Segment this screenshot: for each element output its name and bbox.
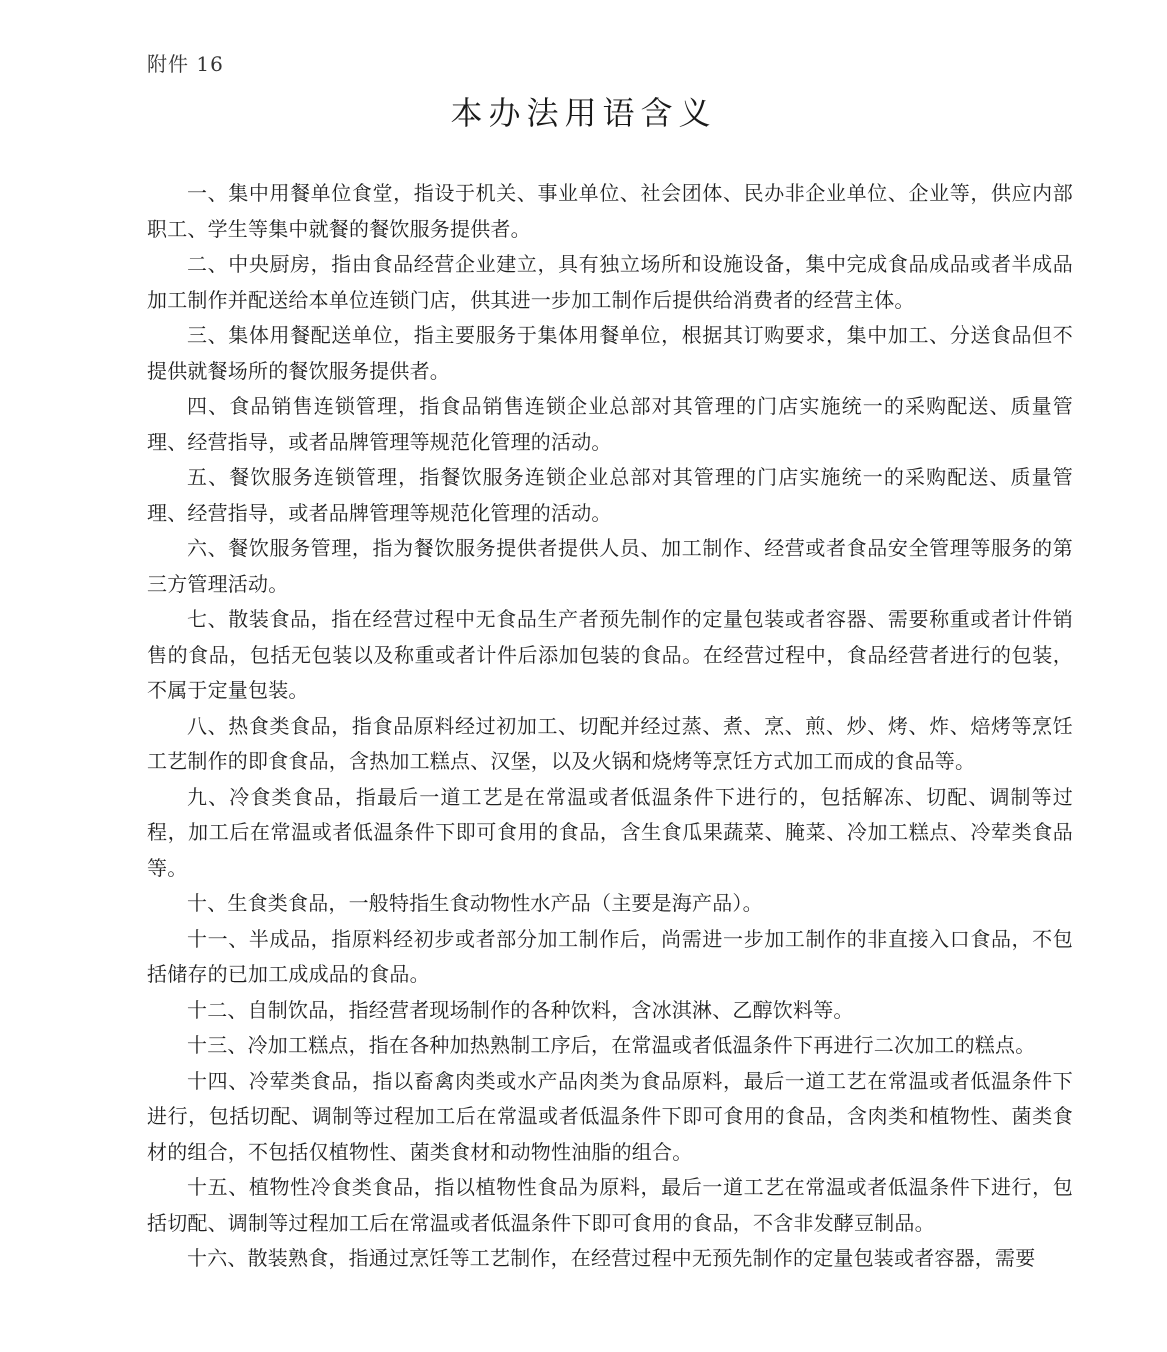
paragraph-8: 八、热食类食品，指食品原料经过初加工、切配并经过蒸、煮、烹、煎、炒、烤、炸、焙烤等烹饪工艺制作的即食食品，含热加工糕点、汉堡，以及火锅和烧烤等烹饪方式加工而成的食品等。 [147, 713, 1073, 773]
paragraph-11: 十一、半成品，指原料经初步或者部分加工制作后，尚需进一步加工制作的非直接入口食品，不包括储存的已加工成成品的食品。 [147, 926, 1073, 986]
paragraph-9: 九、冷食类食品，指最后一道工艺是在常温或者低温条件下进行的，包括解冻、切配、调制等过程，加工后在常温或者低温条件下即可食用的食品，含生食瓜果蔬菜、腌菜、冷加工糕点、冷荤类食品等。 [147, 784, 1073, 880]
paragraph-3: 三、集体用餐配送单位，指主要服务于集体用餐单位，根据其订购要求，集中加工、分送食品但不提供就餐场所的餐饮服务提供者。 [147, 323, 1073, 383]
page-title: 本办法用语含义 [450, 94, 717, 132]
paragraph-5: 五、餐饮服务连锁管理，指餐饮服务连锁企业总部对其管理的门店实施统一的采购配送、质量管理、经营指导，或者品牌管理等规范化管理的活动。 [147, 465, 1073, 525]
paragraph-10: 十、生食类食品，一般特指生食动物性水产品（主要是海产品）。 [187, 891, 763, 915]
paragraph-15: 十五、植物性冷食类食品，指以植物性食品为原料，最后一道工艺在常温或者低温条件下进行，包括切配、调制等过程加工后在常温或者低温条件下即可食用的食品，不含非发酵豆制品。 [147, 1175, 1073, 1235]
paragraph-14: 十四、冷荤类食品，指以畜禽肉类或水产品肉类为食品原料，最后一道工艺在常温或者低温条件下进行，包括切配、调制等过程加工后在常温或者低温条件下即可食用的食品，含肉类和植物性、菌类食材的组合，不包括仅植物性、菌类食材和动物性油脂的组合。 [147, 1068, 1073, 1164]
paragraph-4: 四、食品销售连锁管理，指食品销售连锁企业总部对其管理的门店实施统一的采购配送、质量管理、经营指导，或者品牌管理等规范化管理的活动。 [147, 394, 1073, 454]
document-body [147, 176, 1073, 1277]
attachment-label: 附件 16 [147, 52, 224, 76]
paragraph-16: 十六、散装熟食，指通过烹饪等工艺制作，在经营过程中无预先制作的定量包装或者容器，需要 [187, 1246, 1036, 1270]
paragraph-13: 十三、冷加工糕点，指在各种加热熟制工序后，在常温或者低温条件下再进行二次加工的糕点。 [187, 1033, 1036, 1057]
paragraph-12: 十二、自制饮品，指经营者现场制作的各种饮料，含冰淇淋、乙醇饮料等。 [187, 997, 854, 1022]
paragraph-1: 一、集中用餐单位食堂，指设于机关、事业单位、社会团体、民办非企业单位、企业等，供应内部职工、学生等集中就餐的餐饮服务提供者。 [147, 181, 1073, 241]
paragraph-2: 二、中央厨房，指由食品经营企业建立，具有独立场所和设施设备，集中完成食品成品或者半成品加工制作并配送给本单位连锁门店，供其进一步加工制作后提供给消费者的经营主体。 [147, 252, 1073, 312]
paragraph-7: 七、散装食品，指在经营过程中无食品生产者预先制作的定量包装或者容器、需要称重或者计件销售的食品，包括无包装以及称重或者计件后添加包装的食品。在经营过程中，食品经营者进行的包装，不属于定量包装。 [147, 607, 1073, 702]
paragraph-6: 六、餐饮服务管理，指为餐饮服务提供者提供人员、加工制作、经营或者食品安全管理等服务的第三方管理活动。 [147, 536, 1073, 596]
